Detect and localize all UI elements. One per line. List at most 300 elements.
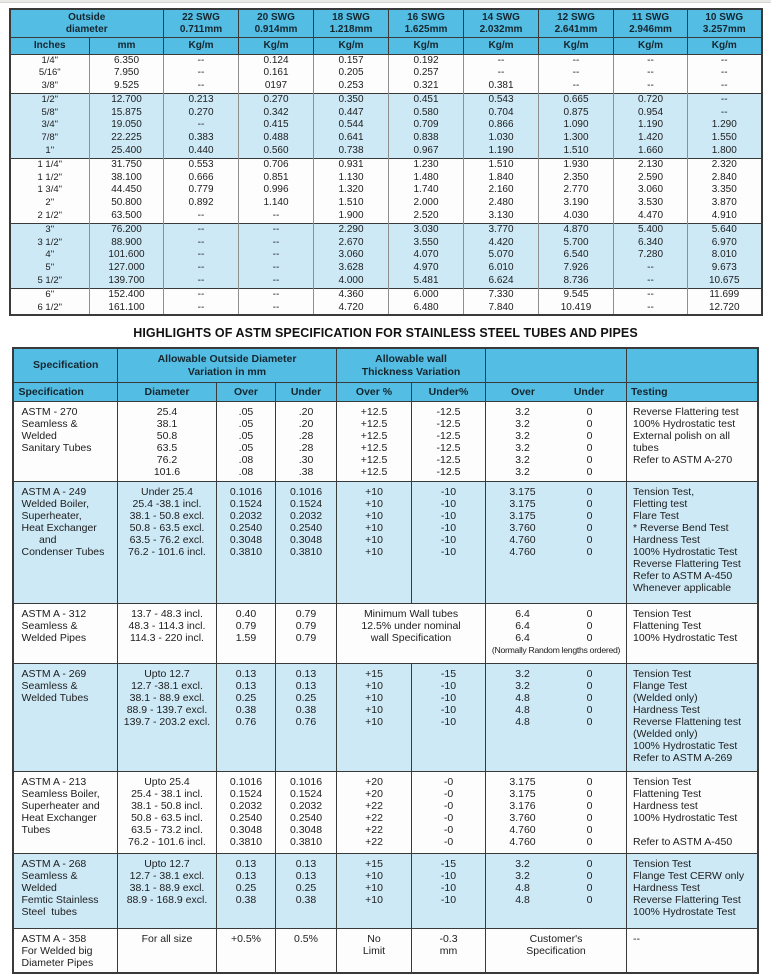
wall-note: (Normally Random lengths ordered) (491, 645, 621, 656)
weight-cell: 5.481 (389, 275, 464, 288)
outside-diameter-line2: diameter (65, 23, 108, 35)
weight-cell: 0.440 (164, 145, 239, 158)
wall-over-pct-cell: +12.5 +12.5 +12.5 +12.5 +12.5 +12.5 (337, 402, 412, 482)
mm-cell: 101.600 (90, 249, 164, 262)
weights-row (10, 54, 762, 67)
weight-cell: 2.520 (389, 210, 464, 223)
mm-cell: 15.875 (90, 107, 164, 120)
weight-cell: 0.124 (239, 54, 314, 67)
weight-cell: 1.130 (314, 172, 389, 185)
weights-row (10, 158, 762, 171)
weight-cell: -- (164, 249, 239, 262)
outside-diameter-header (10, 9, 164, 38)
weight-cell: -- (164, 54, 239, 67)
inches-cell: 1 3/4" (10, 184, 90, 197)
od-over-cell: 0.1016 0.1524 0.2032 0.2540 0.3048 0.3810 (216, 772, 275, 854)
wall-over-pct-cell: +20 +20 +22 +22 +22 +22 (337, 772, 412, 854)
weight-cell: 3.530 (614, 197, 688, 210)
spec-name-cell: ASTM A - 268 Seamless & Welded Femtic Stainless Steel tubes (13, 854, 117, 929)
weight-cell: 0.270 (164, 107, 239, 120)
weight-cell: -- (239, 223, 314, 236)
weight-cell: 1.190 (464, 145, 539, 158)
weight-cell: -- (164, 67, 239, 80)
weight-cell: 1.740 (389, 184, 464, 197)
inches-cell: 3 1/2" (10, 237, 90, 250)
mm-cell: 50.800 (90, 197, 164, 210)
weight-cell: 0.892 (164, 197, 239, 210)
kgm-unit-header: Kg/m (614, 38, 688, 55)
od-over-cell: 0.40 0.79 1.59 (216, 604, 275, 664)
weight-cell: -- (239, 275, 314, 288)
weight-cell: -- (614, 54, 688, 67)
wall-under-pct-cell: -0 -0 -0 -0 -0 -0 (412, 772, 486, 854)
weights-row (10, 80, 762, 93)
weight-cell: -- (164, 223, 239, 236)
weight-cell: -- (239, 288, 314, 301)
spec-subheader-wall-under: Under (573, 385, 605, 398)
weight-cell: 2.130 (614, 158, 688, 171)
od-under-cell: 0.1016 0.1524 0.2032 0.2540 0.3048 0.3810 (275, 772, 336, 854)
spec-name-cell: ASTM A - 358 For Welded big Diameter Pipes (13, 929, 117, 974)
spec-subheader-specification: Specification (13, 382, 117, 402)
weight-cell: 0.866 (464, 119, 539, 132)
spec-header-specification-top: Specification (13, 348, 117, 382)
od-over-cell: 0.13 0.13 0.25 0.38 (216, 854, 275, 929)
testing-cell: Tension Test Flange Test (Welded only) Hardness Test Reverse Flattening test (Welded only) 100% Hydrostatic Test Refer to ASTM A-269 (627, 664, 758, 772)
mm-cell: 6.350 (90, 54, 164, 67)
weight-cell: 9.673 (688, 262, 762, 275)
weight-cell: 2.840 (688, 172, 762, 185)
weight-cell: -- (239, 302, 314, 316)
weights-row (10, 197, 762, 210)
diameter-cell: Upto 12.7 12.7 - 38.1 excl. 38.1 - 88.9 excl. 88.9 - 168.9 excl. (117, 854, 216, 929)
weight-cell: 3.870 (688, 197, 762, 210)
mm-cell: 152.400 (90, 288, 164, 301)
weight-cell: 1.550 (688, 132, 762, 145)
diameter-cell: 25.4 38.1 50.8 63.5 76.2 101.6 (117, 402, 216, 482)
weight-cell: -- (164, 210, 239, 223)
wall-over-pct-cell: +15 +10 +10 +10 +10 (337, 664, 412, 772)
mm-cell: 76.200 (90, 223, 164, 236)
weight-cell: -- (464, 54, 539, 67)
spec-subheader-under-pct: Under% (412, 382, 486, 402)
inches-cell: 1/4" (10, 54, 90, 67)
wall-under-pct-cell: -15 -10 -10 -10 -10 (412, 664, 486, 772)
weights-row (10, 249, 762, 262)
od-variation-line2: Variation in mm (187, 365, 267, 378)
weights-row (10, 210, 762, 223)
weight-cell: 1.930 (539, 158, 614, 171)
weight-cell: 0.157 (314, 54, 389, 67)
weight-cell: 0.838 (389, 132, 464, 145)
wall-over-pct-cell: +10 +10 +10 +10 +10 +10 (337, 482, 412, 604)
weight-cell: 6.480 (389, 302, 464, 316)
kgm-unit-header: Kg/m (239, 38, 314, 55)
weight-cell: 2.000 (389, 197, 464, 210)
weight-cell: 3.350 (688, 184, 762, 197)
diameter-cell: Upto 25.4 25.4 - 38.1 incl. 38.1 - 50.8 incl. 50.8 - 63.5 incl. 63.5 - 73.2 incl. 76.2 - 101.6 incl. (117, 772, 216, 854)
weight-cell: 0.931 (314, 158, 389, 171)
weight-cell: -- (539, 54, 614, 67)
weights-row (10, 275, 762, 288)
wall-variation-line1: Allowable wall (375, 353, 447, 366)
weight-cell: 6.540 (539, 249, 614, 262)
weight-cell: 0.666 (164, 172, 239, 185)
weight-cell: 1.140 (239, 197, 314, 210)
weight-cell: -- (239, 237, 314, 250)
weight-cell: 1.510 (314, 197, 389, 210)
weight-cell: 5.400 (614, 223, 688, 236)
diameter-cell: For all size (117, 929, 216, 974)
mm-cell: 12.700 (90, 93, 164, 106)
od-under-cell: 0.1016 0.1524 0.2032 0.2540 0.3048 0.3810 (275, 482, 336, 604)
weights-row (10, 302, 762, 316)
weight-cell: 0.192 (389, 54, 464, 67)
spec-block-astm-a-268 (13, 854, 757, 929)
weight-cell: 3.550 (389, 237, 464, 250)
weight-cell: 1.290 (688, 119, 762, 132)
wall-under-pct-cell: -0.3 mm (412, 929, 486, 974)
diameter-cell: Upto 12.7 12.7 -38.1 excl. 38.1 - 88.9 excl. 88.9 - 139.7 excl. 139.7 - 203.2 excl. (117, 664, 216, 772)
testing-cell: Tension Test Flattening Test 100% Hydrostatic Test (627, 604, 758, 664)
weight-cell: -- (688, 54, 762, 67)
weight-cell: -- (164, 80, 239, 93)
mm-cell: 44.450 (90, 184, 164, 197)
inches-header: Inches (10, 38, 90, 55)
spec-subheader-over-pct: Over % (337, 382, 412, 402)
od-variation-line1: Allowable Outside Diameter (157, 353, 297, 366)
od-under-cell: 0.79 0.79 0.79 (275, 604, 336, 664)
weight-cell: 4.070 (389, 249, 464, 262)
weight-cell: 3.060 (614, 184, 688, 197)
weight-cell: 0.967 (389, 145, 464, 158)
weight-cell: 0.213 (164, 93, 239, 106)
weight-cell: 2.480 (464, 197, 539, 210)
spec-table-header (13, 348, 757, 402)
swg-column-header: 20 SWG 0.914mm (239, 9, 314, 38)
weight-cell: 0.560 (239, 145, 314, 158)
weight-cell: 3.770 (464, 223, 539, 236)
spec-subheader-wall (486, 382, 627, 402)
swg-column-header: 22 SWG 0.711mm (164, 9, 239, 38)
od-over-cell: 0.1016 0.1524 0.2032 0.2540 0.3048 0.3810 (216, 482, 275, 604)
od-under-cell: .20 .20 .28 .28 .30 .38 (275, 402, 336, 482)
inches-cell: 3/4" (10, 119, 90, 132)
inches-cell: 1 1/4" (10, 158, 90, 171)
weight-cell: 0.350 (314, 93, 389, 106)
weight-cell: -- (164, 275, 239, 288)
testing-cell: -- (627, 929, 758, 974)
wall-limit-cell: Customer's Specification (486, 929, 627, 974)
mm-cell: 19.050 (90, 119, 164, 132)
weights-row (10, 262, 762, 275)
weight-cell: 1.190 (614, 119, 688, 132)
swg-column-header: 10 SWG 3.257mm (688, 9, 762, 38)
weight-cell: 0.704 (464, 107, 539, 120)
weight-cell: 0.451 (389, 93, 464, 106)
weights-row (10, 119, 762, 132)
spec-name-cell: ASTM A - 249 Welded Boiler, Superheater, Heat Exchanger and Condenser Tubes (13, 482, 117, 604)
weight-cell: 4.000 (314, 275, 389, 288)
weight-cell: 0.875 (539, 107, 614, 120)
weight-cell: 0.996 (239, 184, 314, 197)
kgm-unit-header: Kg/m (464, 38, 539, 55)
mm-cell: 139.700 (90, 275, 164, 288)
weight-cell: 0.257 (389, 67, 464, 80)
swg-column-header: 16 SWG 1.625mm (389, 9, 464, 38)
weight-cell: 3.060 (314, 249, 389, 262)
weight-cell: 7.840 (464, 302, 539, 316)
weight-cell: 0.720 (614, 93, 688, 106)
weight-cell: 1.510 (539, 145, 614, 158)
inches-cell: 1 1/2" (10, 172, 90, 185)
weight-cell: 7.926 (539, 262, 614, 275)
outside-diameter-line1: Outside (68, 12, 106, 23)
weight-cell: 0.553 (164, 158, 239, 171)
weights-row (10, 145, 762, 158)
wall-under-pct-cell: -10 -10 -10 -10 -10 -10 (412, 482, 486, 604)
weight-cell: 10.675 (688, 275, 762, 288)
wall-limit-cell: 3.2 0 3.2 0 4.8 0 4.8 0 4.8 0 (486, 664, 627, 772)
weight-cell: 6.000 (389, 288, 464, 301)
weight-cell: 5.070 (464, 249, 539, 262)
inches-cell: 1/2" (10, 93, 90, 106)
mm-cell: 161.100 (90, 302, 164, 316)
tube-weights-table (9, 8, 763, 316)
inches-cell: 2 1/2" (10, 210, 90, 223)
weight-cell: -- (614, 302, 688, 316)
weight-cell: 1.660 (614, 145, 688, 158)
weight-cell: -- (539, 80, 614, 93)
spec-header-row1 (13, 348, 757, 382)
weights-row (10, 107, 762, 120)
weight-cell: -- (239, 249, 314, 262)
inches-cell: 6" (10, 288, 90, 301)
weight-cell: 0.665 (539, 93, 614, 106)
spec-block-astm-a-249 (13, 482, 757, 604)
weight-cell: 1.420 (614, 132, 688, 145)
weight-cell: 0.709 (389, 119, 464, 132)
mm-cell: 127.000 (90, 262, 164, 275)
wall-limit-cell: 3.175 0 3.175 0 3.176 0 3.760 0 4.760 0 4.760 0 (486, 772, 627, 854)
kgm-unit-header: Kg/m (539, 38, 614, 55)
testing-cell: Reverse Flattering test 100% Hydrostatic test External polish on all tubes Refer to ASTM A-270 (627, 402, 758, 482)
weight-cell: 0.447 (314, 107, 389, 120)
spec-subheader-diameter: Diameter (117, 382, 216, 402)
inches-cell: 1" (10, 145, 90, 158)
weight-cell: -- (164, 288, 239, 301)
weight-cell: 2.670 (314, 237, 389, 250)
weight-cell: 0.270 (239, 93, 314, 106)
mm-cell: 63.500 (90, 210, 164, 223)
swg-column-header: 11 SWG 2.946mm (614, 9, 688, 38)
diameter-cell: 13.7 - 48.3 incl. 48.3 - 114.3 incl. 114.3 - 220 incl. (117, 604, 216, 664)
wall-over-pct-cell: No Limit (337, 929, 412, 974)
wall-limit-cell: 3.2 0 3.2 0 4.8 0 4.8 0 (486, 854, 627, 929)
weights-row (10, 288, 762, 301)
weight-cell: 4.970 (389, 262, 464, 275)
kgm-unit-header: Kg/m (688, 38, 762, 55)
weight-cell: 11.699 (688, 288, 762, 301)
spec-subheader-under: Under (275, 382, 336, 402)
od-under-cell: 0.5% (275, 929, 336, 974)
weight-cell: -- (164, 262, 239, 275)
weight-cell: -- (239, 262, 314, 275)
spec-header-od-variation (117, 348, 336, 382)
wall-under-pct-cell: -12.5 -12.5 -12.5 -12.5 -12.5 -12.5 (412, 402, 486, 482)
weight-cell: -- (539, 67, 614, 80)
weight-cell: 2.290 (314, 223, 389, 236)
swg-column-header: 12 SWG 2.641mm (539, 9, 614, 38)
weight-cell: 4.030 (539, 210, 614, 223)
inches-cell: 5/16" (10, 67, 90, 80)
testing-cell: Tension Test Flange Test CERW only Hardness Test Reverse Flattering Test 100% Hydrostate Test (627, 854, 758, 929)
inches-cell: 2" (10, 197, 90, 210)
od-over-cell: 0.13 0.13 0.25 0.38 0.76 (216, 664, 275, 772)
weight-cell: 8.010 (688, 249, 762, 262)
weight-cell: 1.840 (464, 172, 539, 185)
spec-block-astm-a-312 (13, 604, 757, 664)
spec-header-blank-testing (627, 348, 758, 382)
weight-cell: -- (614, 288, 688, 301)
weight-cell: -- (464, 67, 539, 80)
weights-row (10, 184, 762, 197)
spec-name-cell: ASTM - 270 Seamless & Welded Sanitary Tubes (13, 402, 117, 482)
wall-under-pct-cell: -15 -10 -10 -10 (412, 854, 486, 929)
weight-cell: 6.970 (688, 237, 762, 250)
weight-cell: 4.720 (314, 302, 389, 316)
weight-cell: 7.330 (464, 288, 539, 301)
weight-cell: 0.321 (389, 80, 464, 93)
wall-pct-merged-cell: Minimum Wall tubes 12.5% under nominal wall Specification (337, 604, 486, 664)
weight-cell: -- (164, 302, 239, 316)
weight-cell: 2.770 (539, 184, 614, 197)
od-under-cell: 0.13 0.13 0.25 0.38 (275, 854, 336, 929)
inches-cell: 4" (10, 249, 90, 262)
spec-header-blank-wall (486, 348, 627, 382)
weight-cell: 6.010 (464, 262, 539, 275)
inches-cell: 5 1/2" (10, 275, 90, 288)
testing-cell: Tension Test Flattening Test Hardness test 100% Hydrostatic Test Refer to ASTM A-450 (627, 772, 758, 854)
weight-cell: 4.870 (539, 223, 614, 236)
od-under-cell: 0.13 0.13 0.25 0.38 0.76 (275, 664, 336, 772)
weight-cell: 1.090 (539, 119, 614, 132)
weight-cell: 2.160 (464, 184, 539, 197)
spec-block-astm-a-269 (13, 664, 757, 772)
mm-cell: 22.225 (90, 132, 164, 145)
weight-cell: 7.280 (614, 249, 688, 262)
weight-cell: -- (614, 275, 688, 288)
weights-row (10, 132, 762, 145)
spec-block-astm-a-358 (13, 929, 757, 974)
wall-over-pct-cell: +15 +10 +10 +10 (337, 854, 412, 929)
weight-cell: 6.340 (614, 237, 688, 250)
weight-cell: 2.320 (688, 158, 762, 171)
mm-cell: 31.750 (90, 158, 164, 171)
mm-cell: 38.100 (90, 172, 164, 185)
weight-cell: -- (688, 80, 762, 93)
inches-cell: 7/8" (10, 132, 90, 145)
wall-limit-cell: 3.2 0 3.2 0 3.2 0 3.2 0 3.2 0 3.2 0 (486, 402, 627, 482)
weight-cell: 1.510 (464, 158, 539, 171)
swg-column-header: 18 SWG 1.218mm (314, 9, 389, 38)
weight-cell: 0.641 (314, 132, 389, 145)
weight-cell: 0.954 (614, 107, 688, 120)
weight-cell: 0.383 (164, 132, 239, 145)
wall-limit-cell: 3.175 0 3.175 0 3.175 0 3.760 0 4.760 0 4.760 0 (486, 482, 627, 604)
kgm-unit-header: Kg/m (164, 38, 239, 55)
weights-header-row1 (10, 9, 762, 38)
weight-cell: -- (614, 262, 688, 275)
wall-variation-line2: Thickness Variation (361, 365, 461, 378)
weights-row (10, 93, 762, 106)
weight-cell: 3.130 (464, 210, 539, 223)
spec-subheader-over: Over (216, 382, 275, 402)
spec-name-cell: ASTM A - 213 Seamless Boiler, Superheater and Heat Exchanger Tubes (13, 772, 117, 854)
od-over-cell: .05 .05 .05 .05 .08 .08 (216, 402, 275, 482)
mm-header: mm (90, 38, 164, 55)
weight-cell: 1.300 (539, 132, 614, 145)
kgm-unit-header: Kg/m (314, 38, 389, 55)
spec-block-astm-270 (13, 402, 757, 482)
weight-cell: 4.470 (614, 210, 688, 223)
weight-cell: 0.543 (464, 93, 539, 106)
weight-cell: 0.706 (239, 158, 314, 171)
kgm-unit-header: Kg/m (389, 38, 464, 55)
weight-cell: 0.381 (464, 80, 539, 93)
weights-row (10, 67, 762, 80)
weight-cell: 0.161 (239, 67, 314, 80)
weights-table-header (10, 9, 762, 54)
mm-cell: 7.950 (90, 67, 164, 80)
weight-cell: 0.253 (314, 80, 389, 93)
weight-cell: 1.480 (389, 172, 464, 185)
weight-cell: -- (688, 67, 762, 80)
astm-spec-table (12, 347, 758, 974)
spec-name-cell: ASTM A - 312 Seamless & Welded Pipes (13, 604, 117, 664)
weight-cell: 1.030 (464, 132, 539, 145)
weight-cell: 0.205 (314, 67, 389, 80)
weight-cell: 0.779 (164, 184, 239, 197)
spec-subheader-wall-over: Over (511, 385, 535, 398)
swg-column-header: 14 SWG 2.032mm (464, 9, 539, 38)
spec-subheader-testing: Testing (627, 382, 758, 402)
weight-cell: 0.415 (239, 119, 314, 132)
weights-row (10, 223, 762, 236)
weight-cell: 2.590 (614, 172, 688, 185)
weight-cell: -- (164, 119, 239, 132)
weight-cell: 1.900 (314, 210, 389, 223)
weights-row (10, 172, 762, 185)
weight-cell: 1.230 (389, 158, 464, 171)
inches-cell: 5" (10, 262, 90, 275)
weight-cell: 6.624 (464, 275, 539, 288)
weights-table-body (10, 54, 762, 315)
weight-cell: -- (688, 107, 762, 120)
weights-row (10, 237, 762, 250)
weight-cell: 8.736 (539, 275, 614, 288)
weight-cell: 9.545 (539, 288, 614, 301)
weight-cell: 1.800 (688, 145, 762, 158)
weight-cell: 5.700 (539, 237, 614, 250)
diameter-cell: Under 25.4 25.4 -38.1 incl. 38.1 - 50.8 excl. 50.8 - 63.5 excl. 63.5 - 76.2 excl. 76.2 - 101.6 incl. (117, 482, 216, 604)
weight-cell: -- (239, 210, 314, 223)
weight-cell: 3.030 (389, 223, 464, 236)
weight-cell: -- (164, 237, 239, 250)
weight-cell: 4.360 (314, 288, 389, 301)
inches-cell: 3/8" (10, 80, 90, 93)
inches-cell: 6 1/2" (10, 302, 90, 316)
